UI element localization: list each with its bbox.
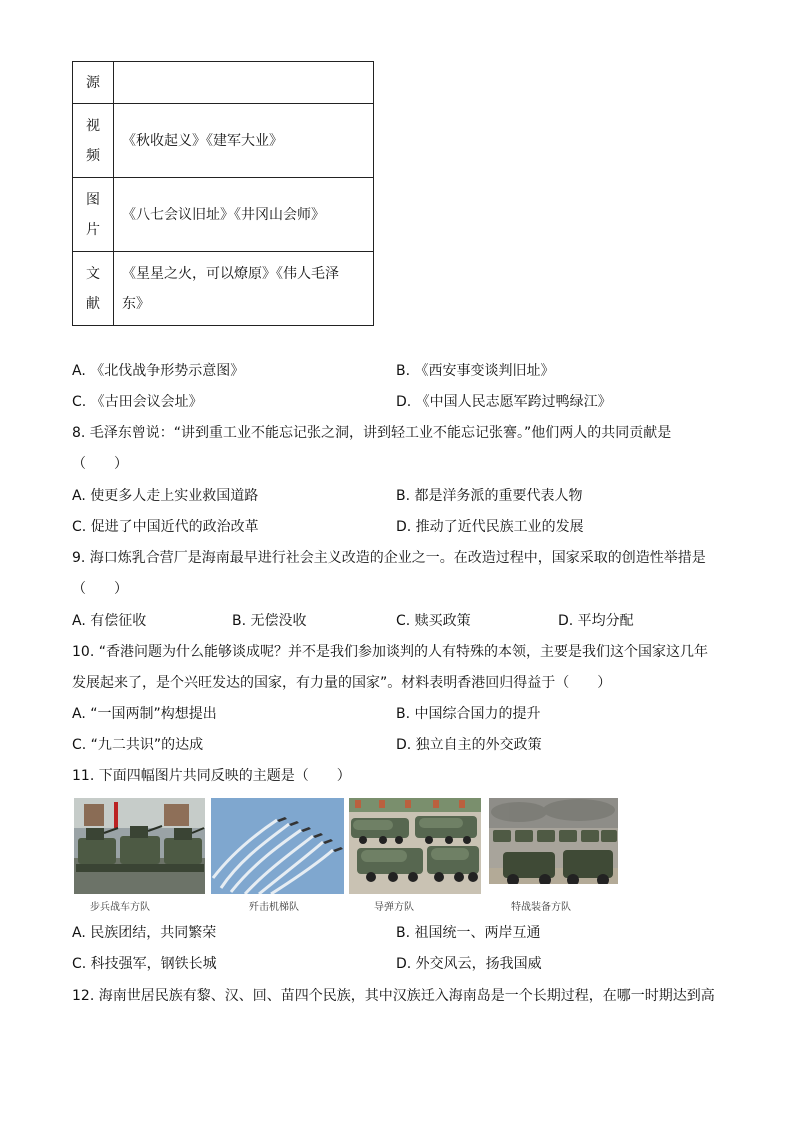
q8-answer-paren: （ ） (72, 456, 128, 472)
q10-option-c[interactable]: C. “九二共识”的达成 (72, 737, 204, 753)
table-row (73, 178, 374, 252)
table-value-text: 东》 (122, 295, 150, 312)
table-value-cell (114, 62, 374, 104)
q11-stem: 11. 下面四幅图片共同反映的主题是（ ） (72, 768, 351, 784)
table-key-text: 片 (86, 221, 100, 238)
table-row (73, 252, 374, 326)
table-value-text: 《秋收起义》《建军大业》 (122, 132, 283, 149)
table-row (73, 104, 374, 178)
q9-option-b[interactable]: B. 无偿没收 (232, 613, 307, 629)
table-value-text: 《八七会议旧址》《井冈山会师》 (122, 206, 325, 223)
q7-option-c[interactable]: C. 《古田会议会址》 (72, 394, 203, 410)
table-key-text: 视 (86, 117, 100, 134)
q10-option-b[interactable]: B. 中国综合国力的提升 (396, 706, 541, 722)
q8-option-b[interactable]: B. 都是洋务派的重要代表人物 (396, 488, 583, 504)
source-table (72, 61, 374, 326)
table-key-text: 文 (86, 265, 100, 282)
q11-option-a[interactable]: A. 民族团结，共同繁荣 (72, 925, 217, 941)
special-forces-vehicle-photo (489, 798, 618, 894)
table-value-cell (114, 104, 374, 178)
q10-option-a[interactable]: A. “一国两制”构想提出 (72, 706, 217, 722)
q9-option-c[interactable]: C. 赎买政策 (396, 613, 471, 629)
table-row (73, 62, 374, 104)
q7-option-b[interactable]: B. 《西安事变谈判旧址》 (396, 363, 555, 379)
q9-option-a[interactable]: A. 有偿征收 (72, 613, 147, 629)
fighter-jets-photo (211, 798, 344, 894)
q7-option-d[interactable]: D. 《中国人民志愿军跨过鸭绿江》 (396, 394, 612, 410)
table-value-cell (114, 178, 374, 252)
q8-option-d[interactable]: D. 推动了近代民族工业的发展 (396, 519, 584, 535)
table-key-text: 频 (86, 147, 100, 164)
q8-option-c[interactable]: C. 促进了中国近代的政治改革 (72, 519, 259, 535)
table-value-cell (114, 252, 374, 326)
table-key-text: 图 (86, 191, 100, 208)
q12-stem: 12. 海南世居民族有黎、汉、回、苗四个民族，其中汉族迁入海南岛是一个长期过程，在哪一时期达到高 (72, 988, 715, 1004)
q11-option-b[interactable]: B. 祖国统一、两岸互通 (396, 925, 541, 941)
q9-stem: 9. 海口炼乳合营厂是海南最早进行社会主义改造的企业之一。在改造过程中，国家采取的创造性举措是 (72, 550, 706, 566)
q11-option-c[interactable]: C. 科技强军，钢铁长城 (72, 956, 217, 972)
table-key-text: 献 (86, 295, 100, 312)
table-key-cell (73, 62, 114, 104)
photo-caption-2: 歼击机梯队 (249, 902, 299, 913)
q9-answer-paren: （ ） (72, 581, 128, 597)
q9-option-d[interactable]: D. 平均分配 (558, 613, 634, 629)
q8-stem: 8. 毛泽东曾说：“讲到重工业不能忘记张之洞，讲到轻工业不能忘记张謇。”他们两人的共同贡献是 (72, 425, 672, 441)
q8-option-a[interactable]: A. 使更多人走上实业救国道路 (72, 488, 259, 504)
table-key-cell (73, 178, 114, 252)
photo-caption-4: 特战装备方队 (511, 902, 571, 913)
q7-option-a[interactable]: A. 《北伐战争形势示意图》 (72, 363, 245, 379)
photo-caption-3: 导弹方队 (374, 902, 414, 913)
q10-stem-line-2: 发展起来了，是个兴旺发达的国家，有力量的国家”。材料表明香港回归得益于（ ） (72, 675, 612, 691)
q10-stem-line-1: 10. “香港问题为什么能够谈成呢？并不是我们参加谈判的人有特殊的本领，主要是我们这个国家这几年 (72, 644, 708, 660)
missile-vehicle-photo (349, 798, 481, 894)
infantry-vehicle-photo (74, 798, 205, 894)
table-value-text: 《星星之火，可以燎原》《伟人毛泽 (122, 265, 339, 282)
table-key-cell (73, 104, 114, 178)
table-key-text: 源 (86, 74, 100, 91)
q10-option-d[interactable]: D. 独立自主的外交政策 (396, 737, 542, 753)
photo-caption-1: 步兵战车方队 (90, 902, 150, 913)
table-key-cell (73, 252, 114, 326)
q11-option-d[interactable]: D. 外交风云，扬我国威 (396, 956, 542, 972)
